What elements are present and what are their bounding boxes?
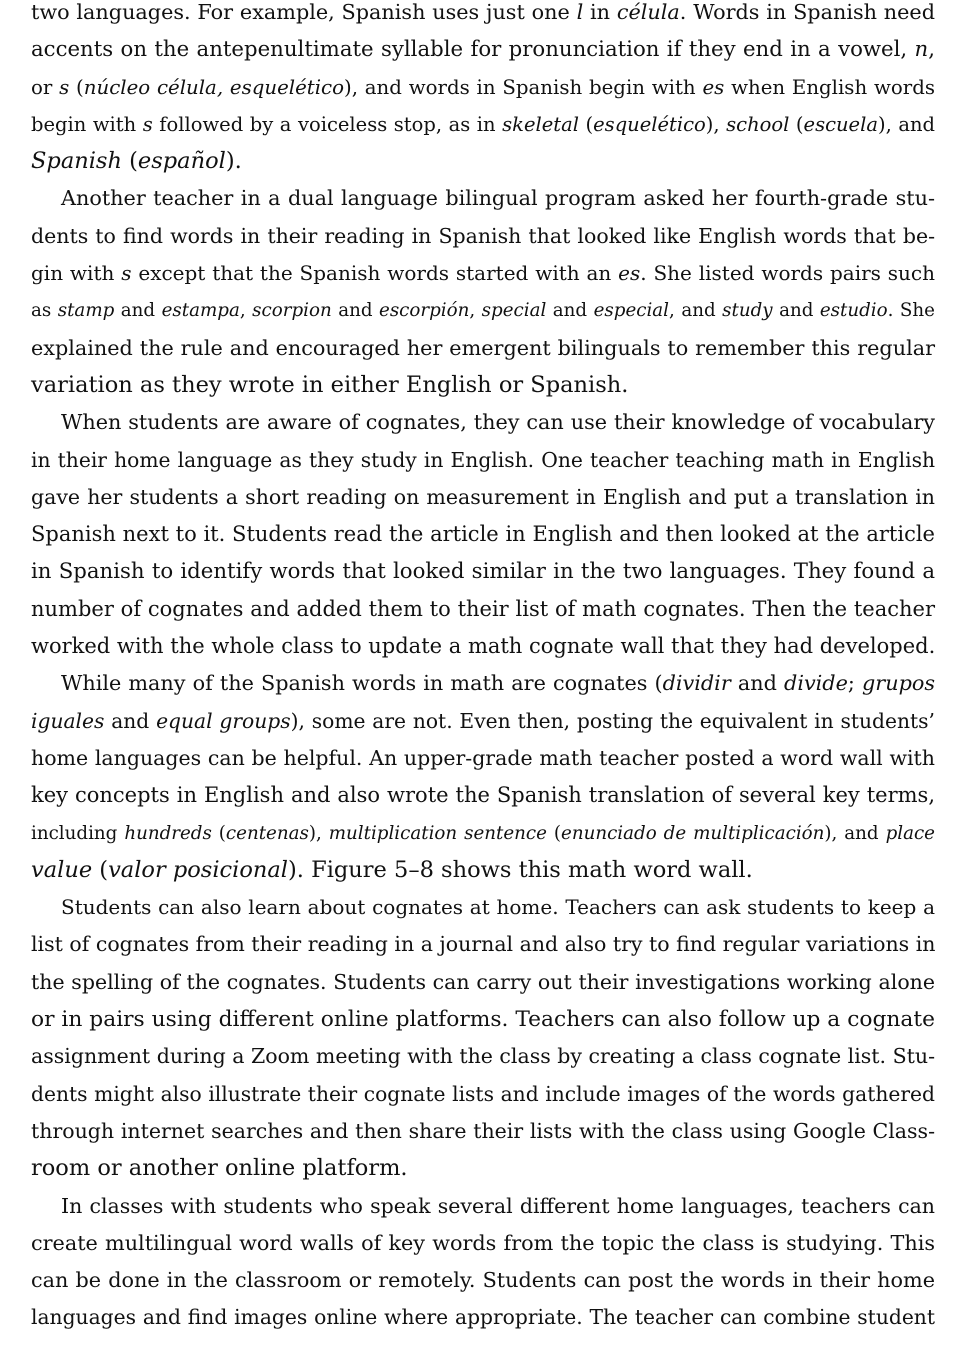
text-segment: when English words — [724, 75, 935, 99]
italic-text: es — [618, 261, 641, 286]
text-line — [31, 1113, 935, 1150]
text-segment: When students are aware of cognates, they can use their knowledge of vocabulary — [61, 410, 935, 435]
text-line — [31, 143, 935, 180]
text-segment: ( — [211, 822, 226, 844]
text-segment: gave her students a short reading on measurement in English and put a translation in — [31, 484, 935, 509]
text-line — [31, 740, 935, 777]
italic-text: hundreds — [124, 822, 212, 844]
italic-text: l — [576, 0, 584, 24]
paragraph — [31, 404, 935, 665]
paragraph — [31, 665, 935, 889]
text-line — [31, 479, 935, 516]
italic-text: escorpión — [379, 300, 470, 322]
text-segment: dents might also illustrate their cognate lists and include images of the words gathered — [31, 1081, 935, 1106]
paragraph — [31, 0, 935, 180]
document-page — [31, 0, 935, 1337]
text-segment: ). Figure 5–8 shows this math word wall. — [288, 856, 753, 883]
italic-text: estampa — [161, 300, 240, 322]
text-segment: ), and — [877, 112, 935, 136]
italic-text: Spanish — [31, 148, 122, 175]
paragraph — [31, 889, 935, 1187]
italic-text: s — [59, 75, 70, 99]
text-segment: . She listed words pairs such — [640, 261, 936, 286]
italic-text: school — [726, 112, 790, 136]
text-segment: the spelling of the cognates. Students can carry out their investigations working alone — [31, 969, 935, 994]
text-segment: ( — [92, 856, 109, 883]
text-segment: ( — [121, 148, 138, 175]
text-segment: or — [31, 75, 60, 99]
text-segment: While many of the Spanish words in math are cognates ( — [61, 671, 663, 696]
italic-text: divide — [784, 671, 848, 696]
text-segment: list of cognates from their reading in a journal and also try to find regular variations in — [31, 932, 936, 957]
italic-text: skeletal — [502, 112, 579, 136]
text-line — [31, 330, 935, 367]
text-segment: , — [469, 300, 482, 322]
text-segment: as — [31, 300, 58, 322]
text-segment: languages and find images online where appropriate. The teacher can combine student — [31, 1305, 935, 1330]
italic-text: esquelético — [593, 112, 706, 136]
italic-text: iguales — [31, 708, 105, 733]
text-segment: In classes with students who speak several different home languages, teachers can — [61, 1193, 935, 1218]
italic-text: español — [137, 148, 226, 175]
text-segment: ( — [546, 822, 562, 844]
text-line — [31, 1038, 935, 1075]
text-segment: or in pairs using different online platforms. Teachers can also follow up a cognate — [31, 1007, 935, 1033]
italic-text: enunciado de multiplicación — [561, 822, 825, 844]
text-line — [31, 31, 935, 68]
text-segment: Students can also learn about cognates at home. Teachers can ask students to keep a — [61, 895, 935, 920]
italic-text: célula — [616, 0, 680, 24]
italic-text: special — [481, 300, 547, 322]
paragraph — [31, 1188, 935, 1337]
italic-text: equal groups — [156, 708, 291, 733]
text-line — [31, 926, 935, 963]
text-segment: ( — [69, 75, 84, 99]
text-segment: begin with — [31, 112, 143, 136]
text-segment: including — [31, 822, 125, 844]
text-segment: worked with the whole class to update a math cognate wall that they had developed. — [31, 634, 936, 659]
text-line — [31, 703, 935, 740]
italic-text: s — [121, 261, 132, 286]
text-line — [31, 964, 935, 1001]
italic-text: valor posicional — [108, 856, 288, 883]
text-segment: Another teacher in a dual language bilingual program asked her fourth-grade stu- — [61, 186, 935, 211]
text-segment: . She — [887, 300, 935, 322]
text-line — [31, 218, 935, 255]
text-line — [31, 1262, 935, 1299]
text-segment: and — [114, 300, 162, 322]
text-segment: followed by a voiceless stop, as in — [152, 112, 503, 136]
text-line — [31, 180, 935, 217]
text-segment: ), and words in Spanish begin with — [344, 75, 703, 99]
italic-text: es — [702, 75, 725, 99]
text-segment: ), — [308, 822, 329, 844]
text-line — [31, 1188, 935, 1225]
text-segment: and — [104, 708, 157, 733]
text-segment: home languages can be helpful. An upper-grade math teacher posted a word wall with — [31, 745, 935, 770]
text-line — [31, 889, 935, 926]
italic-text: study — [722, 300, 773, 322]
italic-text: multiplication sentence — [328, 822, 547, 844]
text-line — [31, 815, 935, 852]
text-segment: and — [331, 300, 380, 322]
text-line — [31, 0, 935, 31]
text-line — [31, 852, 935, 889]
italic-text: scorpion — [252, 300, 332, 322]
italic-text: s — [142, 112, 153, 136]
text-segment: , — [239, 300, 253, 322]
text-line — [31, 665, 935, 702]
text-segment: , — [928, 37, 935, 63]
text-segment: and — [546, 300, 594, 322]
italic-text: n — [914, 37, 929, 63]
text-segment: ), and — [824, 822, 886, 844]
text-line — [31, 1076, 935, 1113]
text-segment: except that the Spanish words started with an — [131, 261, 619, 286]
text-line — [31, 1225, 935, 1262]
italic-text: stamp — [57, 300, 115, 322]
italic-text: centenas — [225, 822, 309, 844]
text-segment: two languages. For example, Spanish uses just one — [31, 0, 577, 24]
text-segment: ), some are not. Even then, posting the equivalent in students’ — [290, 708, 935, 733]
text-segment: and — [730, 671, 785, 696]
text-segment: assignment during a Zoom meeting with the class by creating a class cognate list. Stu- — [31, 1044, 935, 1069]
paragraph — [31, 180, 935, 404]
italic-text: place — [885, 822, 935, 844]
text-segment: in their home language as they study in English. One teacher teaching math in English — [31, 447, 935, 472]
text-line — [31, 367, 935, 404]
text-segment: create multilingual word walls of key words from the topic the class is studying. This — [31, 1230, 935, 1255]
text-segment: and — [772, 300, 820, 322]
text-segment: accents on the antepenultimate syllable for pronunciation if they end in a vowel, — [31, 37, 915, 63]
text-line — [31, 1150, 935, 1187]
text-line — [31, 628, 935, 665]
text-segment: dents to find words in their reading in Spanish that looked like English words that be- — [31, 223, 935, 248]
italic-text: value — [31, 856, 93, 883]
italic-text: dividir — [662, 671, 731, 696]
text-segment: key concepts in English and also wrote the Spanish translation of several key terms, — [31, 783, 935, 808]
text-segment: variation as they wrote in either English or Spanish. — [31, 371, 629, 398]
text-segment: through internet searches and then share their lists with the class using Google Class- — [31, 1118, 935, 1143]
text-segment: ; — [847, 671, 862, 696]
text-line — [31, 292, 935, 329]
text-line — [31, 591, 935, 628]
text-line — [31, 516, 935, 553]
italic-text: escuela — [803, 112, 878, 136]
text-segment: , and — [669, 300, 723, 322]
text-segment: ), — [705, 112, 727, 136]
text-segment: room or another online platform. — [31, 1155, 408, 1182]
text-segment: . Words in Spanish need — [679, 0, 935, 24]
text-segment: in — [583, 0, 617, 24]
text-line — [31, 106, 935, 143]
text-line — [31, 1001, 935, 1038]
italic-text: núcleo célula, esquelético — [83, 75, 344, 99]
text-segment: ( — [578, 112, 594, 136]
italic-text: especial — [593, 300, 670, 322]
text-line — [31, 442, 935, 479]
text-line — [31, 1299, 935, 1336]
text-segment: gin with — [31, 261, 122, 286]
text-line — [31, 404, 935, 441]
text-segment: in Spanish to identify words that looked similar in the two languages. They found a — [31, 559, 935, 585]
text-segment: Spanish next to it. Students read the article in English and then looked at the article — [31, 522, 935, 547]
text-segment: can be done in the classroom or remotely. Students can post the words in their home — [31, 1268, 935, 1293]
text-segment: ). — [225, 148, 242, 175]
text-segment: number of cognates and added them to their list of math cognates. Then the teacher — [31, 596, 935, 621]
text-line — [31, 69, 935, 106]
text-segment: ( — [789, 112, 804, 136]
text-line — [31, 255, 935, 292]
italic-text: grupos — [862, 671, 935, 696]
text-line — [31, 553, 935, 590]
italic-text: estudio — [819, 300, 888, 322]
text-segment: explained the rule and encouraged her emergent bilinguals to remember this regular — [31, 335, 935, 360]
text-line — [31, 777, 935, 814]
